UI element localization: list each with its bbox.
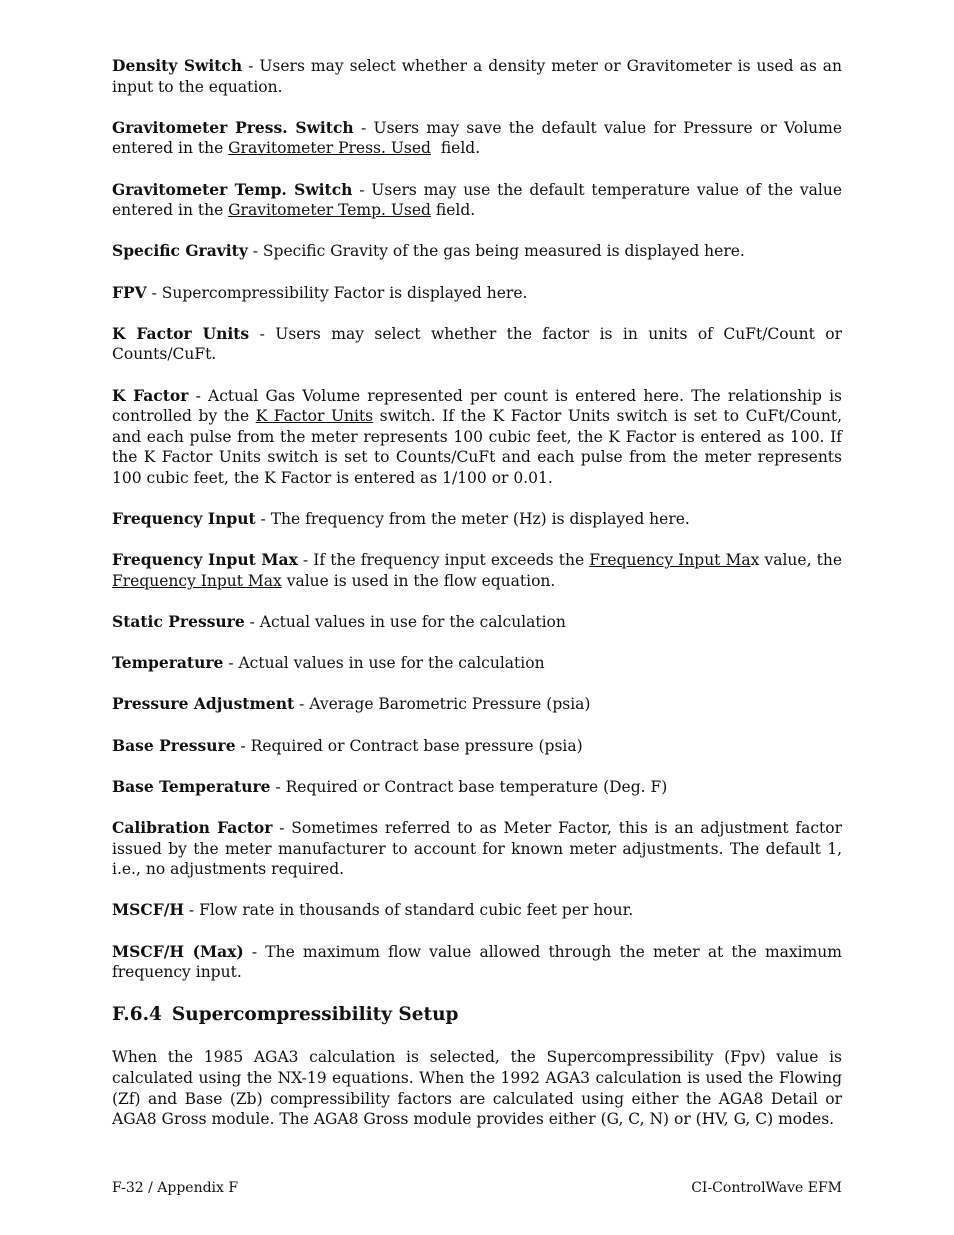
entry-term: Frequency Input — [112, 509, 256, 529]
entry-text: - Users may use the default temperature value of the value entered in the — [112, 180, 843, 220]
entry-frequency-input — [112, 509, 842, 530]
document-body — [112, 56, 842, 1130]
entry-calibration-factor — [112, 818, 842, 880]
entry-term: FPV — [112, 282, 147, 302]
field-reference: Frequency Input Ma — [589, 551, 751, 570]
entry-text: value is used in the flow equation. — [281, 571, 556, 590]
entry-base-temperature — [112, 777, 842, 798]
entry-term: Base Pressure — [112, 735, 236, 755]
entry-text: - Users may save the default value for Pressure or Volume entered in the — [112, 118, 842, 158]
entry-text: - Flow rate in thousands of standard cubic feet per hour. — [184, 901, 634, 920]
entry-gravitometer-temp-switch — [112, 180, 842, 221]
entry-term: MSCF/H — [112, 900, 184, 920]
page-footer — [112, 1179, 842, 1197]
footer-page-label: F-32 / Appendix F — [112, 1180, 239, 1196]
entry-text: - Actual Gas Volume represented per count is entered here. The relationship is controlled by the — [112, 386, 843, 426]
field-reference: Gravitometer Temp. Used — [228, 201, 431, 220]
entry-mscf-h — [112, 900, 842, 921]
entry-text: - The frequency from the meter (Hz) is displayed here. — [255, 510, 690, 529]
entry-term: Gravitometer Temp. Switch — [112, 179, 353, 199]
entry-fpv — [112, 283, 842, 304]
entry-k-factor-units — [112, 324, 842, 365]
entry-specific-gravity — [112, 241, 842, 262]
entry-term: Specific Gravity — [112, 241, 248, 261]
entry-text: x value, the — [750, 551, 842, 570]
entry-term: Static Pressure — [112, 612, 245, 632]
entry-text: - Users may select whether a density meter or Gravitometer is used as an input to the equation. — [112, 57, 842, 96]
entry-text: - If the frequency input exceeds the — [297, 551, 590, 570]
entry-term: Calibration Factor — [112, 817, 273, 837]
entry-base-pressure — [112, 736, 842, 757]
entry-static-pressure — [112, 612, 842, 633]
footer-document-title: CI-ControlWave EFM — [691, 1180, 842, 1196]
entry-term: Gravitometer Press. Switch — [112, 117, 354, 137]
entry-text: switch. If the K Factor Units switch is set to CuFt/Count, and each pulse from the meter represents 100 cubic feet, the K Factor is entered as 100. If the K Factor Units switch is set to Counts/CuFt and each pulse from the meter represents 100 cubic feet, the K Factor is entered as 1/100 or 0.01. — [112, 407, 842, 487]
entry-term: Frequency Input Max — [112, 550, 298, 570]
field-reference: Frequency Input Max — [112, 571, 282, 590]
entry-k-factor — [112, 386, 842, 489]
field-reference: K Factor Units — [255, 407, 374, 426]
entry-term: K Factor — [112, 385, 189, 405]
entry-density-switch — [112, 56, 842, 97]
entry-gravitometer-press-switch — [112, 118, 842, 159]
entry-term: Density Switch — [112, 56, 243, 75]
entry-frequency-input-max — [112, 550, 842, 591]
entry-text: - Average Barometric Pressure (psia) — [294, 695, 591, 714]
entry-text: - Required or Contract base temperature (Deg. F) — [270, 777, 668, 796]
entry-term: Temperature — [112, 653, 224, 673]
entry-text: - The maximum flow value allowed through the meter at the maximum frequency input. — [112, 942, 842, 982]
entry-term: Base Temperature — [112, 776, 271, 796]
entry-mscf-h-max — [112, 942, 842, 983]
entry-text: - Actual values in use for the calculation — [223, 654, 545, 673]
entry-text: - Supercompressibility Factor is displayed here. — [146, 283, 528, 302]
section-number: F.6.4 — [112, 1004, 162, 1026]
entry-term: K Factor Units — [112, 323, 250, 343]
entry-text: - Users may select whether the factor is in units of CuFt/Count or Counts/CuFt. — [112, 324, 842, 364]
entry-text: field. — [430, 201, 476, 220]
section-heading — [112, 1003, 842, 1027]
section-title: Supercompressibility Setup — [171, 1004, 459, 1026]
field-reference: Gravitometer Press. Used — [228, 139, 431, 158]
entry-text: - Sometimes referred to as Meter Factor, this is an adjustment factor issued by the meter manufacturer to account for known meter adjustments. The default 1, i.e., no adjustments required. — [112, 818, 842, 879]
entry-text: - Specific Gravity of the gas being measured is displayed here. — [247, 242, 745, 261]
entry-temperature — [112, 653, 842, 674]
entry-term: MSCF/H (Max) — [112, 941, 244, 961]
entry-text: - Required or Contract base pressure (psia) — [235, 736, 583, 755]
entry-text: - Actual values in use for the calculation — [244, 613, 566, 632]
entry-pressure-adjustment — [112, 694, 842, 715]
entry-term: Pressure Adjustment — [112, 694, 295, 714]
entry-text: field. — [430, 139, 481, 158]
section-paragraph: When the 1985 AGA3 calculation is selected, the Supercompressibility (Fpv) value is calculated using the NX-19 equations. When the 1992 AGA3 calculation is used the Flowing (Zf) and Base (Zb) compressibility factors are calculated using either the AGA8 Detail or AGA8 Gross module. The AGA8 Gross module provides either (G, C, N) or (HV, G, C) modes. — [112, 1048, 842, 1129]
